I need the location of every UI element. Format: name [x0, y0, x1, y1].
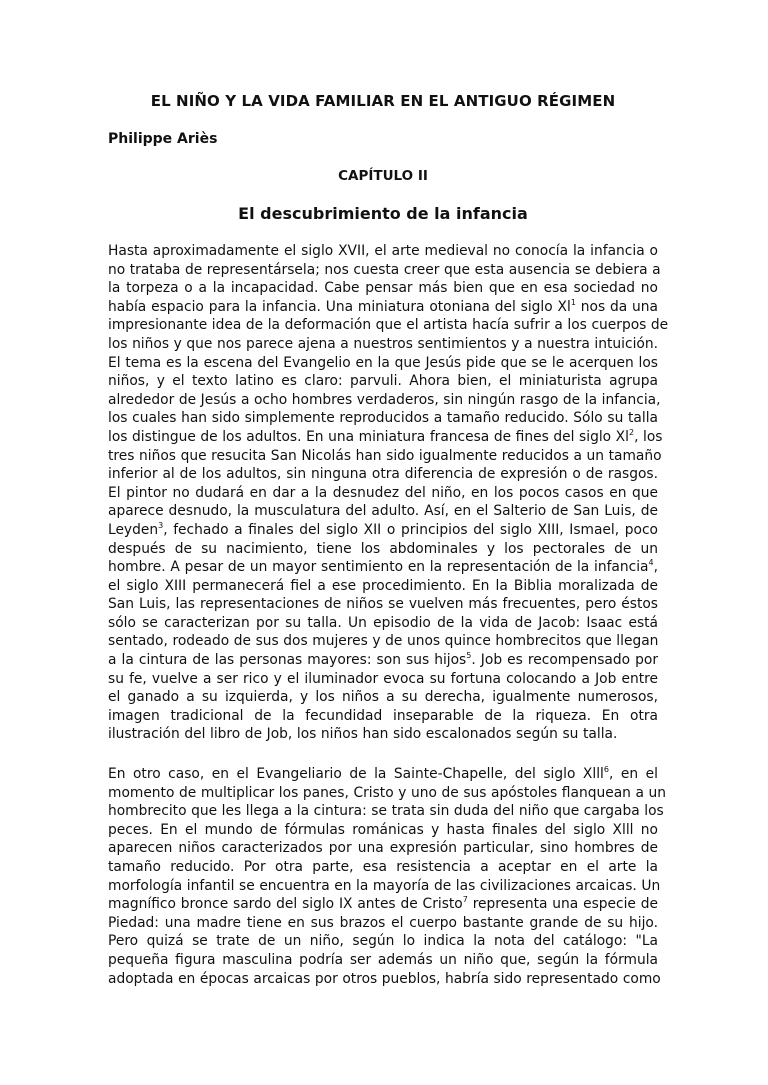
- line-text: En otro caso, en el Evangeliario de la Sainte-Chapelle, del siglo Xlll: [108, 766, 604, 782]
- text-line: [108, 895, 658, 914]
- line-text: Leyden: [108, 521, 159, 538]
- text-line: pequeña figura masculina podría ser además un niño que, según la fórmula: [108, 951, 658, 968]
- text-line: niños, y el texto latino es claro: parvuli. Ahora bien, el miniaturista agrupa: [108, 373, 658, 390]
- line-text-continued: . Job es recompensado por: [471, 652, 659, 669]
- text-line: impresionante idea de la deformación que el artista hacía sufrir a los cuerpos de: [108, 317, 669, 334]
- text-line: Pero quizá se trate de un niño, según lo indica la nota del catálogo: "La: [108, 933, 658, 950]
- text-line: Piedad: una madre tiene en sus brazos el cuerpo bastante grande de su hijo.: [108, 914, 658, 931]
- line-text-continued: , fechado a finales del siglo XII o principios del siglo XIII, Ismael, poco: [163, 521, 658, 538]
- line-text: magnífico bronce sardo del siglo IX antes de Cristo: [108, 896, 463, 913]
- text-line: adoptada en épocas arcaicas por otros pueblos, habría sido representado como: [108, 970, 661, 987]
- text-line: sólo se caracterizan por su talla. Un episodio de la vida de Jacob: Isaac está: [108, 614, 658, 631]
- footnote-marker[interactable]: 2: [628, 427, 635, 437]
- text-line: después de su nacimiento, tiene los abdominales y los pectorales de un: [108, 540, 658, 557]
- line-text: había espacio para la infancia. Una miniatura otoniana del siglo Xl: [108, 298, 571, 315]
- text-line: tamaño reducido. Por otra parte, esa resistencia a aceptar en el arte la: [108, 858, 658, 875]
- chapter-heading: CAPÍTULO II: [338, 168, 428, 184]
- text-line: [108, 651, 658, 670]
- text-line: tres niños que resucita San Nicolás han sido igualmente reducidos a un tamaño: [108, 447, 662, 464]
- text-line: momento de multiplicar los panes, Cristo y uno de sus apóstoles flanquean a un: [108, 784, 667, 801]
- line-text-continued: representa una especie de: [467, 896, 659, 913]
- text-line: Hasta aproximadamente el siglo XVII, el arte medieval no conocía la infancia o: [108, 243, 658, 259]
- author-name: Philippe Ariès: [108, 131, 218, 147]
- text-line: [108, 558, 658, 577]
- footnote-marker[interactable]: 7: [462, 895, 468, 905]
- text-line: los niños y que nos parece ajena a nuestros sentimientos y a nuestra intuición.: [108, 335, 658, 352]
- footnote-marker[interactable]: 6: [603, 765, 609, 774]
- text-line: hombrecito que les llega a la cintura: se trata sin duda del niño que cargaba los: [108, 803, 664, 820]
- line-text-continued: ,: [653, 559, 658, 576]
- document-title: EL NIÑO Y LA VIDA FAMILIAR EN EL ANTIGUO RÉGIMEN: [150, 92, 616, 110]
- text-line: morfología infantil se encuentra en la mayoría de las civilizaciones arcaicas. Un: [108, 877, 661, 894]
- line-text-continued: , en el: [608, 766, 658, 782]
- text-line: El tema es la escena del Evangelio en la que Jesús pide que se le acerquen los: [108, 354, 658, 371]
- text-line: imagen tradicional de la fecundidad inseparable de la riqueza. En otra: [108, 707, 658, 724]
- text-line: [108, 427, 663, 447]
- line-text-continued: nos da una: [575, 298, 658, 315]
- text-line: peces. En el mundo de fórmulas románicas y hasta finales del siglo Xlll no: [108, 821, 658, 838]
- footnote-marker[interactable]: 3: [158, 520, 164, 530]
- footnote-marker[interactable]: 5: [466, 651, 472, 661]
- text-line: El pintor no dudará en dar a la desnudez del niño, en los pocos casos en que: [108, 484, 658, 501]
- line-text: hombre. A pesar de un mayor sentimiento en la representación de la infancia: [108, 559, 649, 576]
- chapter-subtitle: El descubrimiento de la infancia: [238, 204, 528, 223]
- text-line: no trataba de representársela; nos cuesta creer que esta ausencia se debiera a: [108, 261, 661, 278]
- text-line: sentado, rodeado de sus dos mujeres y de unos quince hombrecitos que llegan: [108, 633, 659, 650]
- text-line: inferior al de los adultos, sin ninguna otra diferencia de expresión o de rasgos.: [108, 466, 658, 483]
- text-line: San Luis, las representaciones de niños se vuelven más frecuentes, pero éstos: [108, 596, 658, 613]
- footnote-marker[interactable]: 1: [570, 297, 576, 307]
- text-line: [108, 765, 658, 784]
- text-line: los cuales han sido simplemente reproducidos a tamaño reducido. Sólo su talla: [108, 410, 658, 427]
- text-line: el siglo XIII permanecerá fiel a ese procedimiento. En la Biblia moralizada de: [108, 577, 658, 594]
- text-line: [108, 298, 658, 317]
- text-line: aparecen niños caracterizados por una expresión particular, sino hombres de: [108, 840, 658, 857]
- footnote-marker[interactable]: 4: [648, 558, 654, 568]
- text-line: el ganado a su izquierda, y los niños a su derecha, igualmente numerosos,: [108, 689, 658, 706]
- text-line: ilustración del libro de Job, los niños han sido escalonados según su talla.: [108, 726, 618, 743]
- text-line: alrededor de Jesús a ocho hombres verdaderos, sin ningún rasgo de la infancia,: [108, 391, 661, 408]
- text-line: [108, 521, 658, 540]
- text-line: aparece desnudo, la musculatura del adulto. Así, en el Salterio de San Luis, de: [108, 503, 658, 520]
- text-line: la torpeza o a la incapacidad. Cabe pensar más bien que en esa sociedad no: [108, 280, 658, 297]
- line-text: a la cintura de las personas mayores: son sus hijos: [108, 652, 467, 669]
- text-line: su fe, vuelve a ser rico y el iluminador evoca su fortuna colocando a Job entre: [108, 670, 658, 687]
- paragraph-1: [108, 242, 669, 744]
- line-text-continued: , los: [634, 428, 663, 445]
- paragraph-2: [108, 765, 667, 988]
- line-text: los distingue de los adultos. En una miniatura francesa de fines del siglo Xl: [108, 428, 629, 445]
